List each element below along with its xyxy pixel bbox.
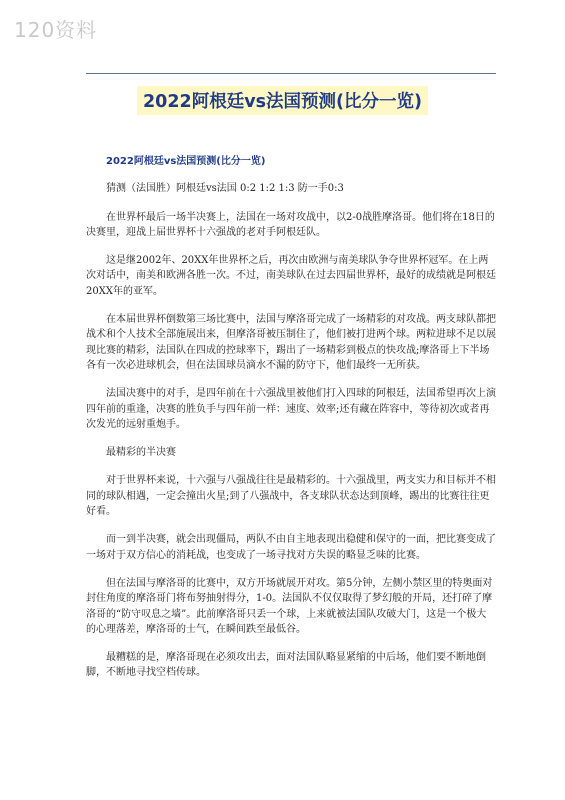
document-body [86, 154, 496, 694]
header-divider [86, 73, 496, 74]
paragraph: 但在法国与摩洛哥的比赛中，双方开场就展开对攻。第5分钟，左侧小禁区里的特奥面对封住角度的摩洛哥门将布努抽射得分，1-0。法国队不仅仅取得了梦幻般的开局，还打碎了摩洛哥的“防守叹息之墙”。此前摩洛哥只丢一个球，上来就被法国队攻破大门，这是一个极大的心理落差，摩洛哥的士气，在瞬间跌至最低谷。 [86, 577, 493, 635]
prediction-line: 猜测（法国胜）阿根廷vs法国 0:2 1:2 1:3 防一手0:3 [106, 183, 344, 195]
page-title-wrap [0, 86, 565, 115]
paragraph: 法国决赛中的对手，是四年前在十六强战里被他们打入四球的阿根廷，法国希望再次上演四年前的重逢，决赛的胜负手与四年前一样：速度、效率;还有藏在阵容中，等待初次或者再次发光的远射重炮手。 [86, 388, 496, 430]
page-title: 2022阿根廷vs法国预测(比分一览) [137, 86, 428, 115]
section-heading: 最精彩的半决赛 [106, 447, 176, 459]
section-subtitle: 2022阿根廷vs法国预测(比分一览) [106, 156, 266, 167]
paragraph: 而一到半决赛，就会出现僵局，两队不由自主地表现出稳健和保守的一面，把比赛变成了一场对于双方信心的消耗战，也变成了一场寻找对方失误的略显乏味的比赛。 [86, 534, 496, 561]
paragraph: 在本届世界杯倒数第三场比赛中，法国与摩洛哥完成了一场精彩的对攻战。两支球队都把战术和个人技术全部施展出来，但摩洛哥被压制住了，他们被打进两个球。两粒进球不足以展现比赛的精彩，法国队在四成的控球率下，踢出了一场精彩到极点的快攻战;摩洛哥上下半场各有一次必进球机会，但在法国球员滴水不漏的防守下，他们最终一无所获。 [86, 314, 496, 371]
paragraph: 在世界杯最后一场半决赛上，法国在一场对攻战中，以2-0战胜摩洛哥。他们将在18日的决赛里，迎战上届世界杯十六强战的老对手阿根廷队。 [86, 211, 495, 238]
watermark: 120资料 [14, 18, 98, 42]
paragraph: 对于世界杯来说，十六强与八强战往往是最精彩的。十六强战里，两支实力和目标并不相同的球队相遇，一定会撞出火星;到了八强战中，各支球队状态达到顶峰，踢出的比赛往往更好看。 [86, 475, 496, 518]
paragraph: 最糟糕的是，摩洛哥现在必须攻出去，面对法国队略显紧缩的中后场，他们要不断地倒脚，不断地寻找空档传球。 [86, 652, 486, 679]
paragraph: 这是继2002年、20XX年世界杯之后，再次由欧洲与南美球队争夺世界杯冠军。在上两次对话中，南美和欧洲各胜一次。不过，南美球队在过去四届世界杯，最好的成绩就是阿根廷20XX年的亚军。 [86, 255, 496, 297]
